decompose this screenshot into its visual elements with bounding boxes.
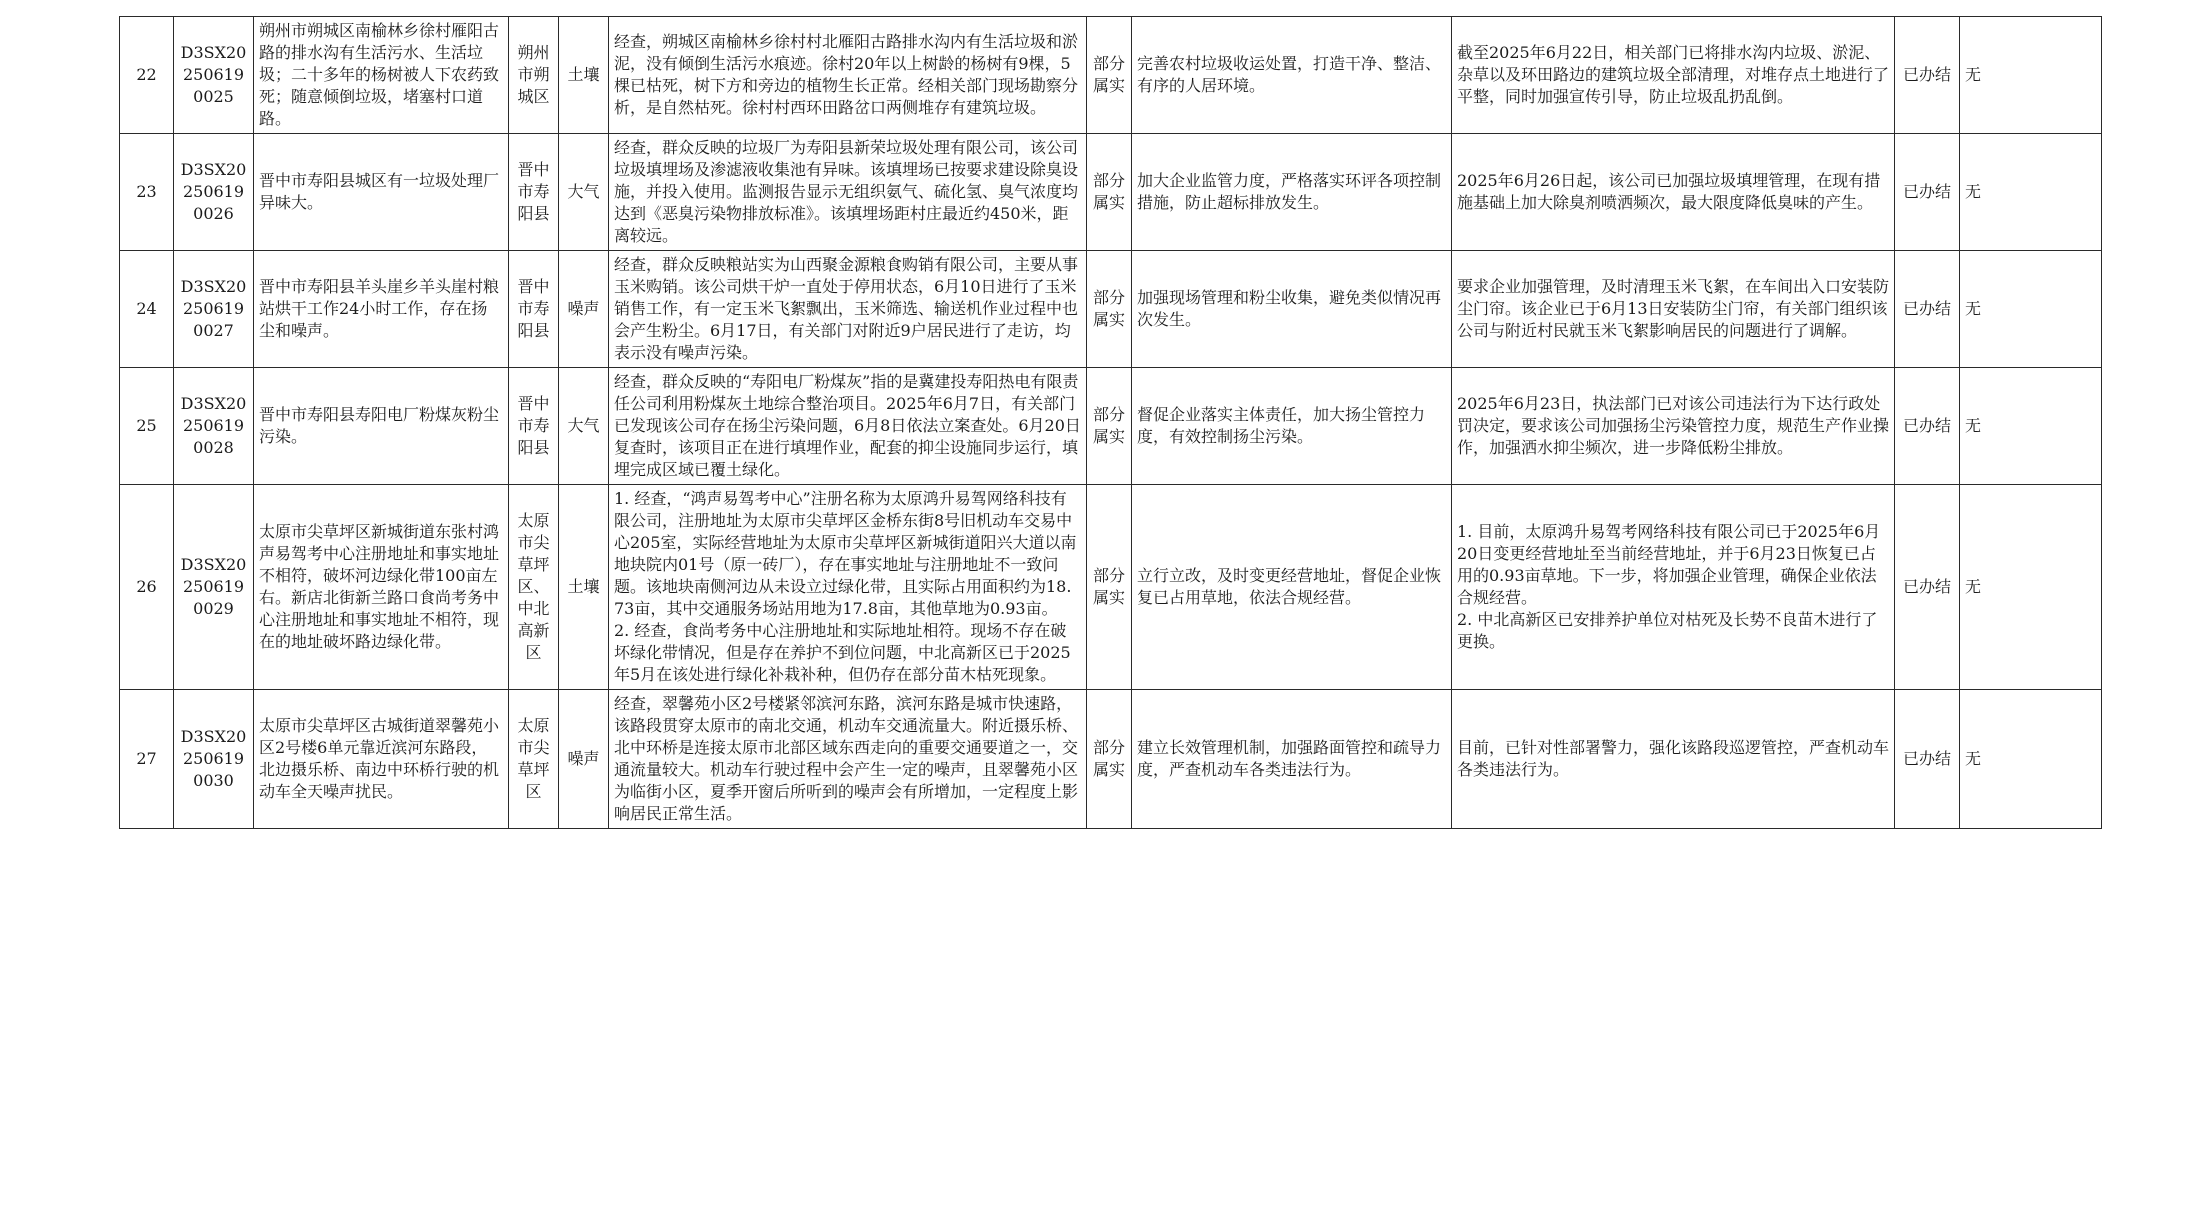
- case-code: D3SX202506190027: [174, 251, 254, 368]
- complaint-content: 晋中市寿阳县寿阳电厂粉煤灰粉尘污染。: [254, 368, 509, 485]
- table-body: [120, 17, 2102, 829]
- complaint-content: 晋中市寿阳县羊头崖乡羊头崖村粮站烘干工作24小时工作，存在扬尘和噪声。: [254, 251, 509, 368]
- case-code: D3SX202506190025: [174, 17, 254, 134]
- table-row: [120, 485, 2102, 690]
- pollution-type: 噪声: [559, 251, 609, 368]
- case-code: D3SX202506190029: [174, 485, 254, 690]
- complaint-content: 太原市尖草坪区新城街道东张村鸿声易驾考中心注册地址和事实地址不相符，破坏河边绿化带100亩左右。新店北街新兰路口食尚考务中心注册地址和事实地址不相符，现在的地址破坏路边绿化带。: [254, 485, 509, 690]
- row-number: 27: [120, 690, 174, 829]
- pollution-type: 土壤: [559, 17, 609, 134]
- investigation-finding: 经查，群众反映粮站实为山西聚金源粮食购销有限公司，主要从事玉米购销。该公司烘干炉一直处于停用状态，6月10日进行了玉米销售工作，有一定玉米飞絮飘出，玉米筛选、输送机作业过程中也会产生粉尘。6月17日，有关部门对附近9户居民进行了走访，均表示没有噪声污染。: [609, 251, 1087, 368]
- administrative-region: 太原市尖草坪区: [509, 690, 559, 829]
- administrative-region: 晋中市寿阳县: [509, 368, 559, 485]
- complaint-content: 朔州市朔城区南榆林乡徐村雁阳古路的排水沟有生活污水、生活垃圾；二十多年的杨树被人下农药致死；随意倾倒垃圾，堵塞村口道路。: [254, 17, 509, 134]
- remark: 无: [1960, 134, 2102, 251]
- handling-result: 目前，已针对性部署警力，强化该路段巡逻管控，严查机动车各类违法行为。: [1452, 690, 1895, 829]
- remark: 无: [1960, 251, 2102, 368]
- handling-result: 截至2025年6月22日，相关部门已将排水沟内垃圾、淤泥、杂草以及环田路边的建筑垃圾全部清理，对堆存点土地进行了平整，同时加强宣传引导，防止垃圾乱扔乱倒。: [1452, 17, 1895, 134]
- remark: 无: [1960, 368, 2102, 485]
- handling-result: 2025年6月26日起，该公司已加强垃圾填埋管理，在现有措施基础上加大除臭剂喷洒频次，最大限度降低臭味的产生。: [1452, 134, 1895, 251]
- row-number: 25: [120, 368, 174, 485]
- investigation-finding: 经查，群众反映的垃圾厂为寿阳县新荣垃圾处理有限公司，该公司垃圾填埋场及渗滤液收集池有异味。该填埋场已按要求建设除臭设施，并投入使用。监测报告显示无组织氨气、硫化氢、臭气浓度均达到《恶臭污染物排放标准》。该填埋场距村庄最近约450米，距离较远。: [609, 134, 1087, 251]
- handling-result: 2025年6月23日，执法部门已对该公司违法行为下达行政处罚决定，要求该公司加强扬尘污染管控力度，规范生产作业操作，加强洒水抑尘频次，进一步降低粉尘排放。: [1452, 368, 1895, 485]
- rectification-goal: 督促企业落实主体责任，加大扬尘管控力度，有效控制扬尘污染。: [1132, 368, 1452, 485]
- table-row: [120, 251, 2102, 368]
- pollution-type: 大气: [559, 134, 609, 251]
- case-code: D3SX202506190028: [174, 368, 254, 485]
- rectification-goal: 加大企业监管力度，严格落实环评各项控制措施，防止超标排放发生。: [1132, 134, 1452, 251]
- investigation-finding: 1. 经查，“鸿声易驾考中心”注册名称为太原鸿升易驾网络科技有限公司，注册地址为太原市尖草坪区金桥东街8号旧机动车交易中心205室，实际经营地址为太原市尖草坪区新城街道阳兴大道以南地块院内01号（原一砖厂），存在事实地址与注册地址不一致问题。该地块南侧河边从未设立过绿化带，且实际占用面积约为18.73亩，其中交通服务场站用地为17.8亩，其他草地为0.93亩。 2. 经查，食尚考务中心注册地址和实际地址相符。现场不存在破坏绿化带情况，但是存在养护不到位问题，中北高新区已于2025年5月在该处进行绿化补栽补种，但仍存在部分苗木枯死现象。: [609, 485, 1087, 690]
- remark: 无: [1960, 17, 2102, 134]
- rectification-goal: 加强现场管理和粉尘收集，避免类似情况再次发生。: [1132, 251, 1452, 368]
- investigation-finding: 经查，朔城区南榆林乡徐村村北雁阳古路排水沟内有生活垃圾和淤泥，没有倾倒生活污水痕迹。徐村20年以上树龄的杨树有9棵，5棵已枯死，树下方和旁边的植物生长正常。经相关部门现场勘察分析，是自然枯死。徐村村西环田路岔口两侧堆存有建筑垃圾。: [609, 17, 1087, 134]
- remark: 无: [1960, 690, 2102, 829]
- case-status: 已办结: [1895, 251, 1960, 368]
- case-code: D3SX202506190030: [174, 690, 254, 829]
- table-row: [120, 17, 2102, 134]
- case-status: 已办结: [1895, 690, 1960, 829]
- verification-verdict: 部分属实: [1087, 690, 1132, 829]
- verification-verdict: 部分属实: [1087, 134, 1132, 251]
- case-code: D3SX202506190026: [174, 134, 254, 251]
- complaint-content: 晋中市寿阳县城区有一垃圾处理厂异味大。: [254, 134, 509, 251]
- handling-result: 要求企业加强管理，及时清理玉米飞絮，在车间出入口安装防尘门帘。该企业已于6月13日安装防尘门帘，有关部门组织该公司与附近村民就玉米飞絮影响居民的问题进行了调解。: [1452, 251, 1895, 368]
- case-status: 已办结: [1895, 368, 1960, 485]
- remark: 无: [1960, 485, 2102, 690]
- rectification-goal: 完善农村垃圾收运处置，打造干净、整洁、有序的人居环境。: [1132, 17, 1452, 134]
- case-status: 已办结: [1895, 134, 1960, 251]
- administrative-region: 晋中市寿阳县: [509, 134, 559, 251]
- investigation-finding: 经查，群众反映的“寿阳电厂粉煤灰”指的是冀建投寿阳热电有限责任公司利用粉煤灰土地综合整治项目。2025年6月7日，有关部门已发现该公司存在扬尘污染问题，6月8日依法立案查处。6月20日复查时，该项目正在进行填埋作业，配套的抑尘设施同步运行，填埋完成区域已覆土绿化。: [609, 368, 1087, 485]
- table-row: [120, 368, 2102, 485]
- row-number: 26: [120, 485, 174, 690]
- administrative-region: 晋中市寿阳县: [509, 251, 559, 368]
- administrative-region: 太原市尖草坪区、中北高新区: [509, 485, 559, 690]
- verification-verdict: 部分属实: [1087, 485, 1132, 690]
- pollution-type: 大气: [559, 368, 609, 485]
- administrative-region: 朔州市朔城区: [509, 17, 559, 134]
- complaint-content: 太原市尖草坪区古城街道翠馨苑小区2号楼6单元靠近滨河东路段，北边摄乐桥、南边中环桥行驶的机动车全天噪声扰民。: [254, 690, 509, 829]
- verification-verdict: 部分属实: [1087, 251, 1132, 368]
- rectification-goal: 建立长效管理机制，加强路面管控和疏导力度，严查机动车各类违法行为。: [1132, 690, 1452, 829]
- investigation-finding: 经查，翠馨苑小区2号楼紧邻滨河东路，滨河东路是城市快速路，该路段贯穿太原市的南北交通，机动车交通流量大。附近摄乐桥、北中环桥是连接太原市北部区域东西走向的重要交通要道之一，交通流量较大。机动车行驶过程中会产生一定的噪声，且翠馨苑小区为临街小区，夏季开窗后所听到的噪声会有所增加，一定程度上影响居民正常生活。: [609, 690, 1087, 829]
- pollution-type: 土壤: [559, 485, 609, 690]
- row-number: 22: [120, 17, 174, 134]
- case-status: 已办结: [1895, 485, 1960, 690]
- rectification-goal: 立行立改，及时变更经营地址，督促企业恢复已占用草地，依法合规经营。: [1132, 485, 1452, 690]
- pollution-type: 噪声: [559, 690, 609, 829]
- row-number: 23: [120, 134, 174, 251]
- verification-verdict: 部分属实: [1087, 368, 1132, 485]
- handling-result: 1. 目前，太原鸿升易驾考网络科技有限公司已于2025年6月20日变更经营地址至当前经营地址，并于6月23日恢复已占用的0.93亩草地。下一步，将加强企业管理，确保企业依法合规经营。 2. 中北高新区已安排养护单位对枯死及长势不良苗木进行了更换。: [1452, 485, 1895, 690]
- table-row: [120, 134, 2102, 251]
- complaint-table: [119, 16, 2102, 829]
- table-row: [120, 690, 2102, 829]
- row-number: 24: [120, 251, 174, 368]
- verification-verdict: 部分属实: [1087, 17, 1132, 134]
- case-status: 已办结: [1895, 17, 1960, 134]
